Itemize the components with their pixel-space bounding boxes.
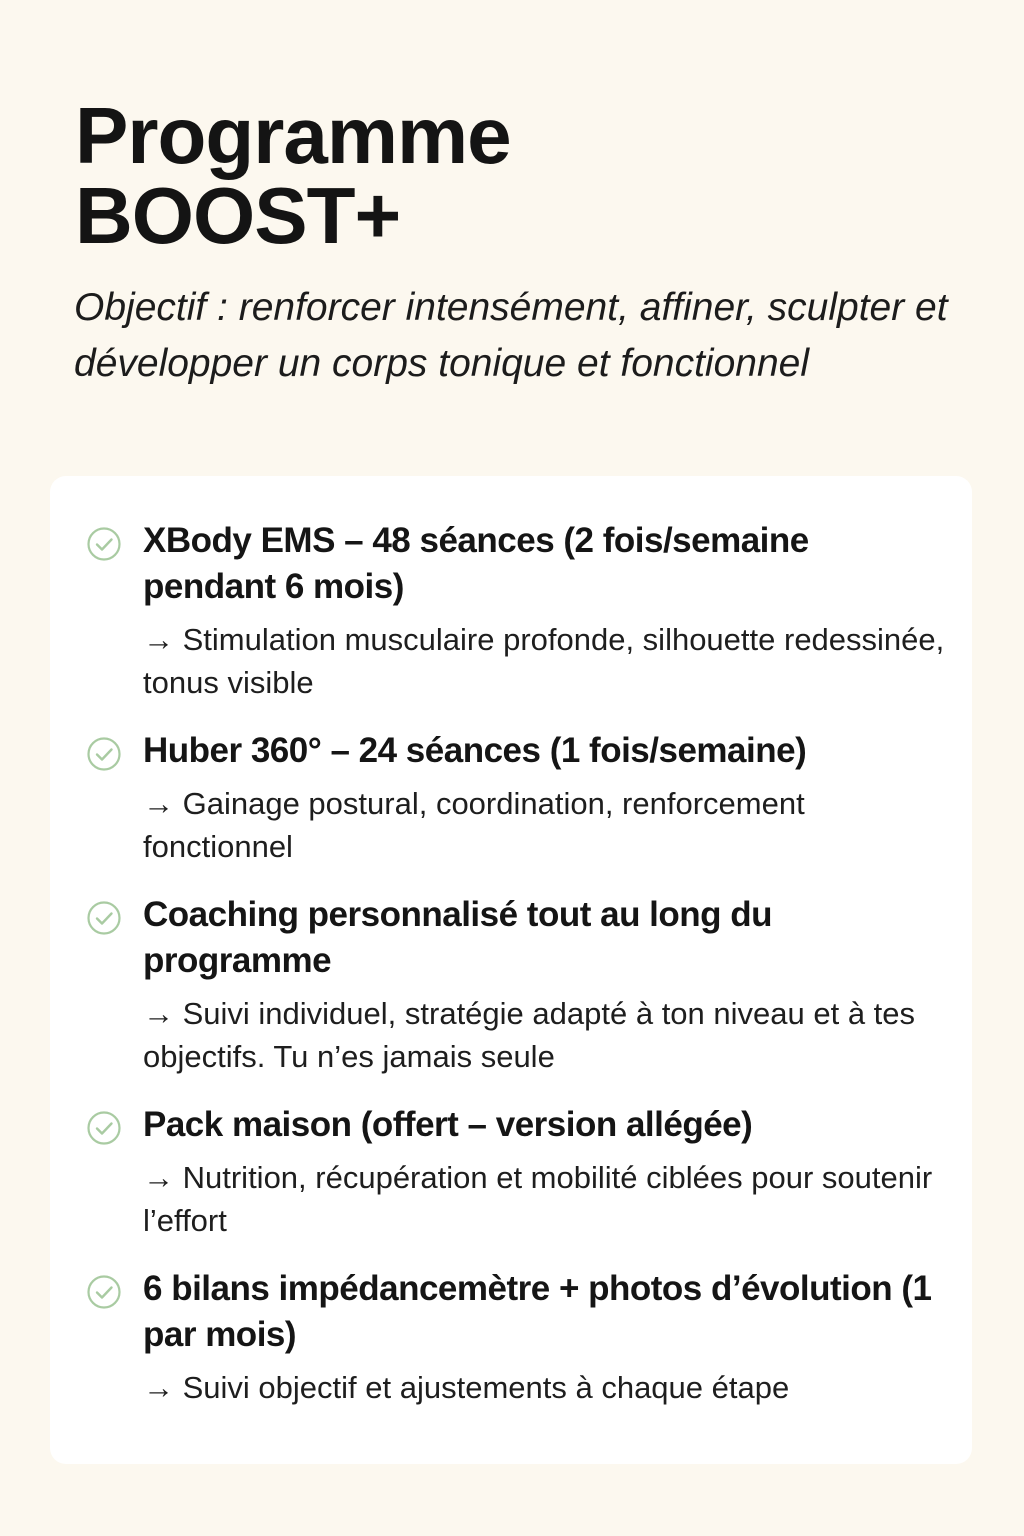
page-subtitle: Objectif : renforcer intensément, affiner, sculpter et développer un corps tonique et fonctionnel: [74, 286, 948, 385]
check-circle-icon: [86, 900, 122, 936]
list-item-huber: [86, 728, 946, 868]
item-title: 6 bilans impédancemètre + photos d’évolution (1 par mois): [143, 1269, 932, 1354]
list-item-coaching: [86, 892, 946, 1078]
list-item-pack-maison: [86, 1102, 946, 1242]
item-title: XBody EMS – 48 séances (2 fois/semaine pendant 6 mois): [143, 521, 809, 606]
program-card: [50, 476, 972, 1464]
item-description: → Stimulation musculaire profonde, silhouette redessinée, tonus visible: [143, 622, 945, 700]
check-circle-icon: [86, 526, 122, 562]
item-title: Coaching personnalisé tout au long du programme: [143, 895, 773, 980]
item-description: → Nutrition, récupération et mobilité ciblées pour soutenir l’effort: [143, 1160, 933, 1238]
list-item-xbody: [86, 518, 946, 704]
title-line-1: Programme: [75, 91, 511, 180]
item-description: → Suivi individuel, stratégie adapté à ton niveau et à tes objectifs. Tu n’es jamais seule: [143, 996, 916, 1074]
item-description: → Suivi objectif et ajustements à chaque étape: [143, 1370, 790, 1405]
item-description: → Gainage postural, coordination, renforcement fonctionnel: [143, 786, 805, 864]
item-title: Pack maison (offert – version allégée): [143, 1105, 753, 1144]
check-circle-icon: [86, 1274, 122, 1310]
title-line-2: BOOST+: [75, 171, 401, 260]
item-title: Huber 360° – 24 séances (1 fois/semaine): [143, 731, 807, 770]
check-circle-icon: [86, 736, 122, 772]
check-circle-icon: [86, 1110, 122, 1146]
page-title: [75, 91, 511, 260]
list-item-bilans: [86, 1266, 946, 1409]
